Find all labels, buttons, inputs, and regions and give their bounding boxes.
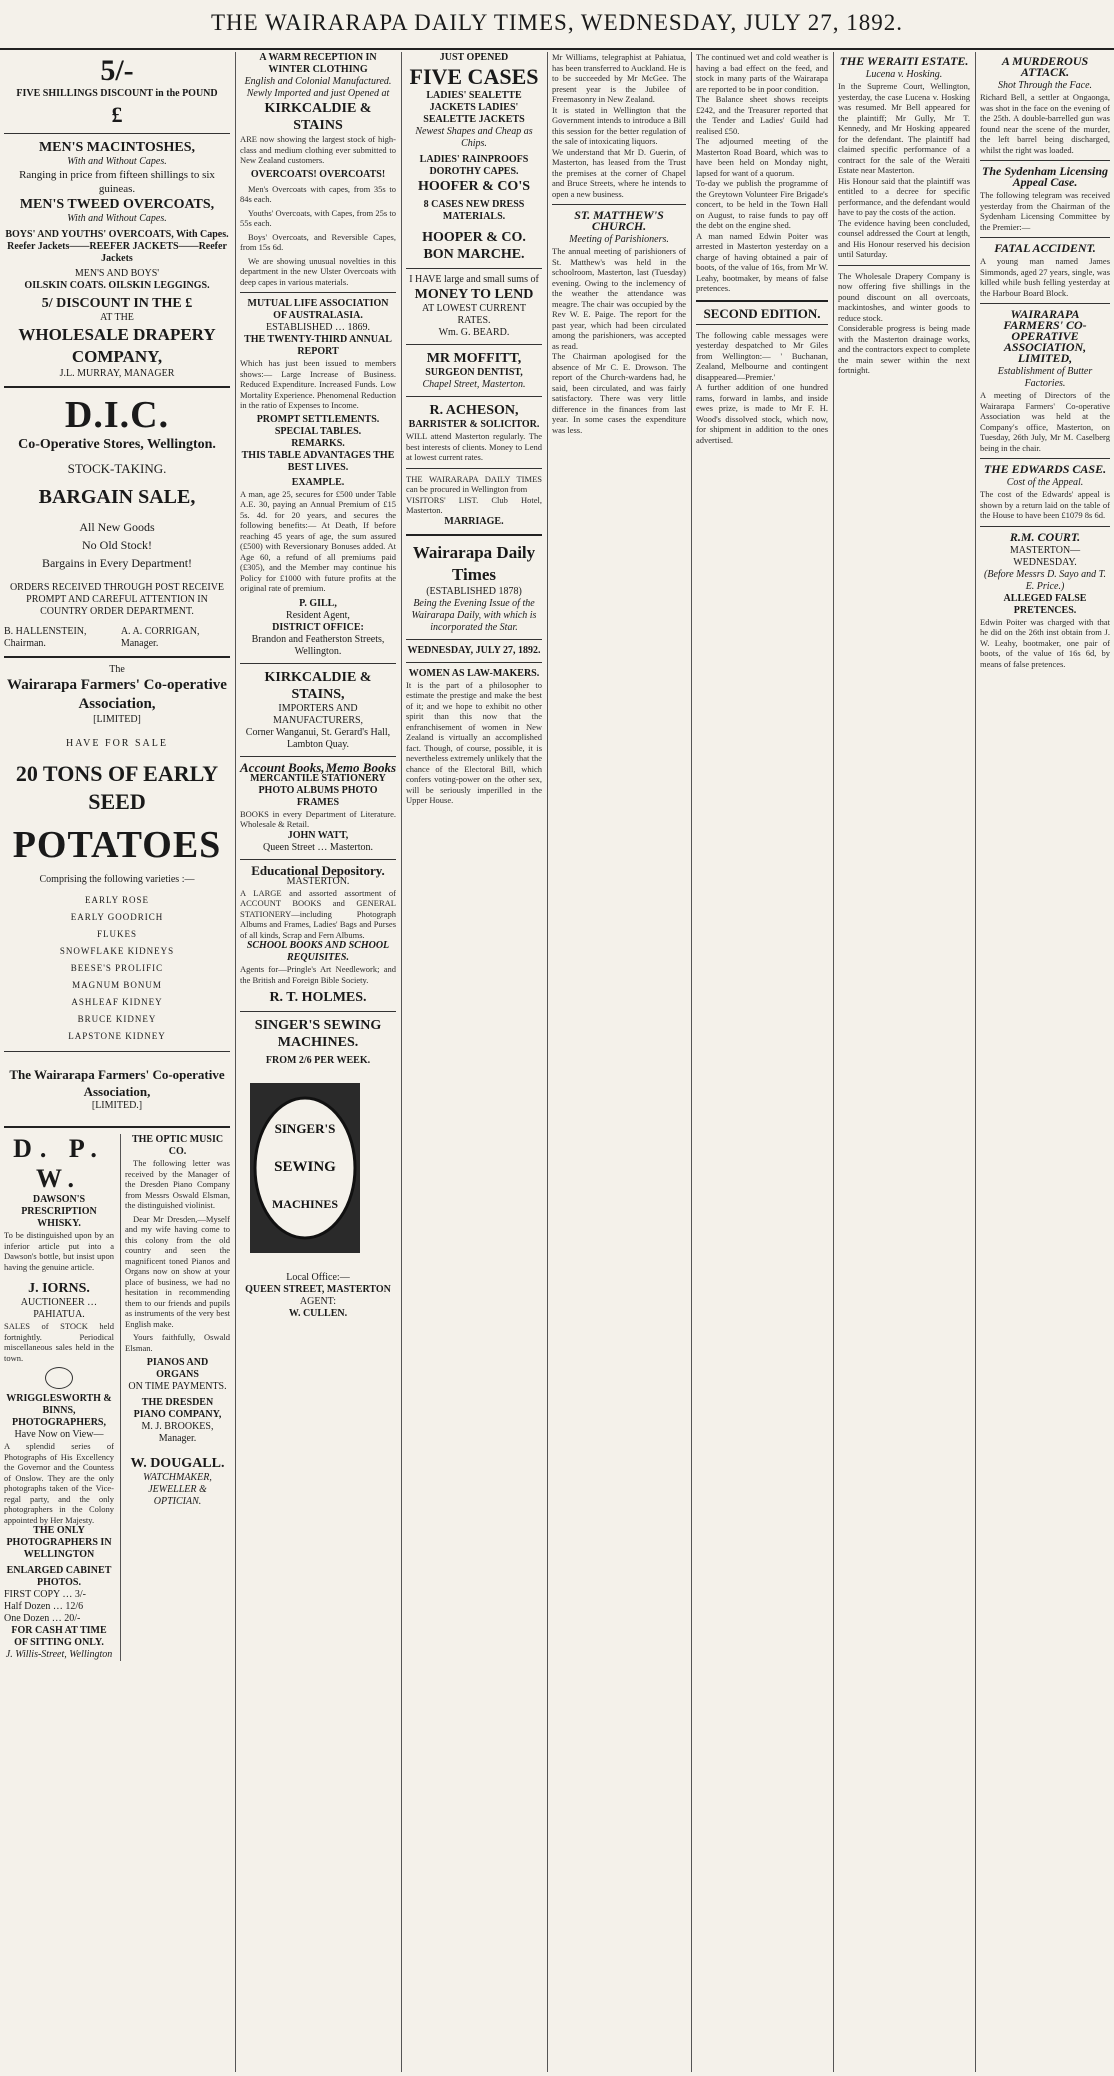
pound-icon: £	[111, 102, 123, 127]
moffitt-name: MR MOFFITT,	[426, 351, 522, 366]
optic-museum-heading: THE OPTIC MUSIC CO.	[131, 1134, 224, 1157]
limited-footer: [LIMITED.]	[91, 1100, 143, 1111]
marriage-heading: MARRIAGE.	[444, 515, 504, 527]
news-paragraph: The Balance sheet shows receipts £242, and the Treasurer reported that the Tender and Ladies' Guild had realised £50.	[696, 94, 828, 136]
fatal-heading: FATAL ACCIDENT.	[994, 241, 1096, 255]
discount-line: FIVE SHILLINGS DISCOUNT in the POUND	[16, 88, 218, 99]
potatoes-heading: POTATOES	[12, 824, 222, 866]
limited-label: [LIMITED]	[93, 714, 141, 725]
cullen-name: W. CULLEN.	[288, 1308, 348, 1319]
example-heading: EXAMPLE.	[291, 476, 345, 488]
singer-price: FROM 2/6 PER WEEK.	[265, 1055, 371, 1066]
hooper-co: HOOPER & CO.	[422, 230, 526, 245]
fatal-body: A young man named James Simmonds, aged 27 years, single, was killed while bush felling yesterday at the Harbour Board Block.	[980, 256, 1110, 298]
column-4	[548, 52, 690, 2072]
singer-badge-bot: MACHINES	[271, 1197, 339, 1211]
mutual-life-heading: MUTUAL LIFE ASSOCIATION OF AUSTRALASIA.	[247, 298, 389, 321]
column-1	[0, 52, 234, 2072]
dpw-heading: D. P. W.	[13, 1134, 105, 1193]
school-books: SCHOOL BOOKS AND SCHOOL REQUISITES.	[246, 940, 390, 963]
overcoats-heading: MEN'S TWEED OVERCOATS,	[19, 197, 215, 212]
manager: A. A. CORRIGAN, Manager.	[120, 626, 200, 649]
mutual-established: ESTABLISHED … 1869.	[266, 322, 370, 333]
educational-body: A LARGE and assorted assortment of ACCOUNT BOOKS and GENERAL STATIONERY—including Photograph Albums and Frames, Ladies' Bags and Purses of all kinds, Scrap and Fern Albums.	[240, 887, 396, 940]
rm-court-case: ALLEGED FALSE PRETENCES.	[1003, 592, 1087, 616]
masthead	[0, 0, 1114, 50]
st-matthew-sub: Meeting of Parishioners.	[569, 234, 669, 245]
variety-item: LAPSTONE KIDNEY	[68, 1031, 166, 1041]
royal-arms-icon	[45, 1367, 73, 1389]
dentist: SURGEON DENTIST,	[425, 367, 523, 378]
singer-heading: SINGER'S SEWING MACHINES.	[254, 1018, 382, 1050]
orders-note: ORDERS RECEIVED THROUGH POST RECEIVE PROMPT AND CAREFUL ATTENTION IN COUNTRY ORDER DEPARTMENT.	[9, 582, 225, 617]
clinic-ad-placeholder: THE OPTIC MUSIC CO. The following letter was received by the Manager of the Dresden Piano Company from Messrs Oswald Elsman, the distinguished violinist. Dear Mr Dresden,—Myself and my wife having come to this colony from the old country and seen the magnificent toned Pianos and Organs now on show at your place of business, we had no hesitation in recommending them to our friends and pupils as instruments of the very best English make. Yours faithfully, Oswald Elsman. PIANOS AND ORGANS ON TIME PAYMENTS. THE DRESDEN PIANO COMPANY, M. J. BROOKES, Manager. W. DOUGALL. WATCHMAKER, JEWELLER & OPTICIAN.	[120, 1134, 230, 1661]
iorns-heading: J. IORNS.	[28, 1281, 90, 1296]
reefer-line: Reefer Jackets——REEFER JACKETS——Reefer Jackets	[7, 241, 227, 264]
news-paragraph: Mr Williams, telegraphist at Pahiatua, has been transferred to Auckland. He is to be succeeded by Mr McGee. The present year is the Jubilee of Freemasonry in New Zealand.	[552, 52, 686, 104]
enlarged-heading: ENLARGED CABINET PHOTOS.	[6, 1565, 112, 1588]
price-first-copy: FIRST COPY … 3/-	[4, 1589, 86, 1600]
remarks-heading: REMARKS.	[291, 437, 345, 449]
rm-court-heading: R.M. COURT.	[1009, 529, 1081, 544]
agent-sub: Resident Agent,	[286, 609, 350, 621]
weraiti-heading: THE WERAITI ESTATE.	[839, 54, 969, 68]
just-opened: JUST OPENED	[439, 52, 509, 63]
wfca-footer: The Wairarapa Farmers' Co-operative Association,	[9, 1067, 225, 1099]
the-label: The	[109, 664, 125, 675]
stocktaking: STOCK-TAKING.	[67, 461, 167, 476]
district-office: DISTRICT OFFICE:	[272, 621, 364, 633]
weraiti-sub: Lucena v. Hosking.	[865, 69, 943, 80]
murder-heading: A MURDEROUS ATTACK.	[1001, 54, 1089, 79]
district-address: Brandon and Featherston Streets, Wellington.	[251, 633, 385, 657]
iorns-sub: AUCTIONEER … PAHIATUA.	[20, 1297, 98, 1320]
oilskin-a: MEN'S AND BOYS'	[74, 268, 160, 279]
variety-item: BEESE'S PROLIFIC	[70, 963, 164, 973]
queen-street-2: QUEEN STREET, MASTERTON	[245, 1284, 391, 1295]
discount-heading: 5/ DISCOUNT IN THE £	[41, 296, 193, 311]
overcoats-sub-heading: OVERCOATS! OVERCOATS!	[250, 168, 386, 180]
news-paragraph: To-day we publish the programme of the Greytown Volunteer Fire Brigade's concert, to be held in the Town Hall on August, to raise funds to pay off the debt on the engine shed.	[696, 178, 828, 230]
singer-badge-mid: SEWING	[274, 1159, 336, 1175]
mutual-report: THE TWENTY-THIRD ANNUAL REPORT	[244, 334, 392, 357]
murder-sub: Shot Through the Face.	[997, 80, 1093, 91]
iorns-body: SALES of STOCK held fortnightly. Periodical miscellaneous sales held in the town.	[4, 1321, 114, 1363]
bon-marche: BON MARCHE.	[423, 247, 525, 262]
st-matthew-heading: ST. MATTHEW'S CHURCH.	[574, 208, 664, 233]
st-matthew-body: The annual meeting of parishioners of St. Matthew's was held in the schoolroom, Masterton, last (Tuesday) evening. Owing to the inclemency of the weather the attendance was meagre. The chair was occupied by the Rev W. E. Paige. The report for the past year, which had been circulated among the parishioners, was accepted as read.	[552, 246, 686, 351]
macintoshes-sub: With and Without Capes.	[67, 156, 167, 167]
variety-item: ASHLEAF KIDNEY	[71, 997, 163, 1007]
mercantile-line: MERCANTILE STATIONERY PHOTO ALBUMS PHOTO FRAMES	[250, 772, 386, 808]
column-7	[976, 52, 1114, 2072]
warm-reception-body: ARE now showing the largest stock of high-class and medium clothing ever submitted to New Zealand customers.	[240, 134, 396, 165]
st-matthew-body-2: The Chairman apologised for the absence of Mr C. E. Drowson. The report of the Church-wardens had, he said, been circulated, and was fairly satisfactory. There was very little difference in the finances from last year. In some cases the expenditure was less.	[552, 351, 686, 435]
rm-court-body: Edwin Poiter was charged with that he did on the 26th inst obtain from J. W. Leahy, bootmaker, one pair of boots, of the value of 16s 6d, by means of false pretences.	[980, 616, 1110, 669]
wfca-heading: Wairarapa Farmers' Co-operative Association,	[7, 677, 227, 712]
news-paragraph: The Wholesale Drapery Company is now offering five shillings in the pound discount on all overcoats, mackintoshes, and winter goods to reduce stock.	[838, 270, 970, 323]
agents-line: Agents for—Pringle's Art Needlework; and the British and Foreign Bible Society.	[240, 964, 396, 985]
dic-heading: D.I.C.	[64, 394, 170, 436]
table-advantages: THIS TABLE ADVANTAGES THE BEST LIVES.	[241, 449, 395, 473]
variety-item: EARLY GOODRICH	[70, 912, 164, 922]
news-paragraph: A man named Edwin Poiter was arrested in Masterton yesterday on a charge of having obtained a pair of boots, of the value of 16s, from Mr W. Leahy, bootmaker, by means of false pretences.	[696, 230, 828, 293]
kirkcaldie-heading: KIRKCALDIE & STAINS	[264, 101, 372, 133]
column-2: A WARM RECEPTION IN WINTER CLOTHING English and Colonial Manufactured. Newly Imported and just Opened at KIRKCALDIE & STAINS ARE now showing the largest stock of high-class and medium clothing ever submitted to New Zealand customers. OVERCOATS! OVERCOATS! Men's Overcoats with capes, from 35s to 84s each. Youths' Overcoats, with Capes, from 25s to 55s each. Boys' Overcoats, and Reversible Capes, from 15s 6d. We are showing unusual novelties in this department in the new Ulster Overcoats with deep capes in various materials. MUTUAL LIFE ASSOCIATION OF AUSTRALASIA. ESTABLISHED … 1869. THE TWENTY-THIRD ANNUAL REPORT Which has just been issued to members shows:— Large Increase of Business. Reduced Expenditure. Increased Funds. Low Mortality Experience. Phenomenal Reduction in the ratio of Expenses to Income. PROMPT SETTLEMENTS. SPECIAL TABLES. REMARKS. THIS TABLE ADVANTAGES THE BEST LIVES. EXAMPLE. A man, age 25, secures for £500 under Table A.E. 30, paying an Annual Premium of £15 5s. 4d. for 20 years, and secures the following benefits:— At Death, If before reaching 45 years of age, the sum assured (£500) with Reversionary Bonuses added. At Age 60, a refund of all premiums paid (£305), and the Member may continue his Policy for £1000 with future profits at the original rate of premium. P. GILL, Resident Agent, DISTRICT OFFICE: Brandon and Featherston Streets, Wellington. KIRKCALDIE & STAINS, IMPORTERS AND MANUFACTURERS, Corner Wanganui, St. Gerard's Hall, Lambton Quay. Account Books, Memo Books MERCANTILE STATIONERY PHOTO ALBUMS PHOTO FRAMES BOOKS in every Department of Literature. Wholesale & Retail. JOHN WATT, Queen Street … Masterton. Educational Depository. MASTERTON. A LARGE and assorted assortment of ACCOUNT BOOKS and GENERAL STATIONERY—including Photograph Albums and Frames, Ladies' Bags and Purses of all kinds, Scrap and Fern Albums. SCHOOL BOOKS AND SCHOOL REQUISITES. Agents for—Pringle's Art Needlework; and the British and Foreign Bible Society. R. T. HOLMES. SINGER'S SEWING MACHINES. FROM 2/6 PER WEEK. SINGER'S SEWING MACHINES Local Office:— QUEEN STREET, MASTERTON AGENT: W. CULLEN.	[240, 52, 396, 1319]
wfca-news-heading: WAIRARAPA FARMERS' CO-OPERATIVE ASSOCIATION, LIMITED,	[1003, 307, 1087, 365]
edwards-heading: THE EDWARDS CASE.	[983, 462, 1107, 476]
cash-note: FOR CASH AT TIME OF SITTING ONLY.	[11, 1625, 107, 1648]
masthead-title: THE WAIRARAPA DAILY TIMES, WEDNESDAY, JULY 27, 1892.	[210, 10, 904, 35]
variety-item: SNOWFLAKE KIDNEYS	[59, 946, 175, 956]
sydenham-body: The following telegram was received yesterday from the Chairman of the Sydenham Licensing Committee by the Premier:—	[980, 190, 1110, 232]
chapel-street: Chapel Street, Masterton.	[422, 379, 526, 390]
wholesale-heading: WHOLESALE DRAPERY COMPANY,	[18, 325, 216, 366]
lender-name: Wm. G. BEARD.	[438, 327, 510, 338]
hooper-brand: HOOFER & CO'S	[417, 179, 530, 194]
butter-body: A meeting of Directors of the Wairarapa Farmers' Co-operative Association was held at the Company's office, Masterton, on Tuesday, 26th July, Mr M. Caselberg being in the chair.	[980, 390, 1110, 453]
overcoats-sub: With and Without Capes.	[67, 213, 167, 224]
sydenham-heading: The Sydenham Licensing Appeal Case.	[981, 164, 1108, 189]
price-one-dozen: One Dozen … 20/-	[4, 1613, 81, 1624]
agent-name: P. GILL,	[299, 597, 337, 609]
educational-heading: Educational Depository.	[251, 862, 385, 878]
weraiti-body-3: The evidence having been concluded, counsel addressed the Court at length, and His Honour reserved his decision until Saturday.	[838, 217, 970, 259]
john-watt: JOHN WATT,	[287, 829, 349, 841]
paper-motto: Being the Evening Issue of the Wairarapa Daily, with which is incorporated the Star.	[411, 597, 537, 633]
educational-location: MASTERTON.	[286, 875, 350, 887]
kirkcaldie-sub: IMPORTERS AND MANUFACTURERS,	[272, 702, 364, 726]
have-for-sale: HAVE FOR SALE	[66, 738, 168, 749]
kirkcaldie-heading-2: KIRKCALDIE & STAINS,	[264, 669, 372, 702]
news-paragraph: Considerable progress is being made with the Masterton drainage works, and the contractors expect to complete the main sewer within the next fortnight.	[838, 323, 970, 375]
wholesale-manager: J.L. MURRAY, MANAGER	[59, 368, 175, 379]
kirkcaldie-address: Corner Wanganui, St. Gerard's Hall, Lambton Quay.	[245, 726, 391, 750]
account-books: Account Books,	[240, 759, 325, 775]
wrigglesworth-address: J. Willis-Street, Wellington	[5, 1649, 113, 1660]
lowest-rates: AT LOWEST CURRENT RATES.	[421, 303, 527, 326]
paper-established: (ESTABLISHED 1878)	[426, 585, 522, 597]
paper-title: Wairarapa Daily Times	[412, 542, 536, 584]
account-body: BOOKS in every Department of Literature. Wholesale & Retail.	[240, 808, 396, 829]
old-stock: No Old Stock!	[82, 538, 152, 552]
rm-court-before: (Before Messrs D. Sayo and T. E. Price.)	[984, 568, 1106, 592]
weraiti-body: In the Supreme Court, Wellington, yesterday, the case Lucena v. Hosking was resumed. Mr Bell appeared for the plaintiff; Mr Gully, Mr T. Kennedy, and Mr Hosking appeared for the defendant. The plaintiff had claimed specific performance of a contract for the sale of the Weraiti Estate near Masterton.	[838, 81, 970, 175]
memo-books: Memo Books	[325, 759, 396, 775]
wrigglesworth-heading: WRIGGLESWORTH & BINNS, PHOTOGRAPHERS,	[6, 1393, 112, 1428]
agent-label: AGENT:	[299, 1296, 337, 1307]
chairman: B. HALLENSTEIN, Chairman.	[4, 626, 87, 649]
five-cases: FIVE CASES	[409, 64, 539, 89]
sealette-jackets: LADIES' SEALETTE JACKETS LADIES' SEALETTE JACKETS	[423, 90, 525, 125]
mutual-body: Which has just been issued to members shows:— Large Increase of Business. Reduced Expenditure. Increased Funds. Low Mortality Experience. Phenomenal Reduction in the ratio of Expenses to Income.	[240, 358, 396, 410]
prompt-settlements: PROMPT SETTLEMENTS.	[256, 413, 380, 425]
murder-body: Richard Bell, a settler at Ongaonga, was shot in the face on the evening of the 25th. A double-barrelled gun was found near the scene of the murder, the left barrel being discharged, whilst the right was loaded.	[980, 92, 1110, 155]
price-half-dozen: Half Dozen … 12/6	[4, 1601, 84, 1612]
new-dress-materials: 8 CASES NEW DRESS MATERIALS.	[423, 199, 525, 222]
wrigglesworth-sub: Have Now on View—	[14, 1429, 104, 1440]
new-goods: All New Goods	[79, 520, 155, 534]
rm-court-date: MASTERTON—WEDNESDAY.	[1009, 544, 1081, 568]
holmes-name: R. T. HOLMES.	[269, 990, 367, 1005]
dorothy-capes: DOROTHY CAPES.	[429, 166, 519, 177]
macintoshes-heading: MEN'S MACINTOSHES,	[38, 140, 196, 155]
variety-item: EARLY ROSE	[84, 895, 150, 905]
edwards-body: The cost of the Edwards' appeal is shown by a return laid on the table of the House to have been £1079 8s 6d.	[980, 489, 1110, 520]
warm-reception-sub: English and Colonial Manufactured. Newly Imported and just Opened at	[244, 76, 392, 99]
edwards-sub: Cost of the Appeal.	[1006, 477, 1084, 488]
have-money: I HAVE large and small sums of	[409, 274, 539, 285]
variety-item: MAGNUM BONUM	[72, 980, 162, 990]
bargain-sale: BARGAIN SALE,	[38, 486, 196, 508]
news-paragraph: The adjourned meeting of the Masterton Road Board, which was to have been held on Monday night, lapsed for want of a quorum.	[696, 136, 828, 178]
oilskin-b: OILSKIN COATS. OILSKIN LEGGINGS.	[24, 280, 210, 291]
rainproofs: LADIES' RAINPROOFS	[419, 154, 529, 165]
women-body: It is the part of a philosopher to estimate the prestige and make the best of it; and we hope to exhibit no other spirit than this now that the enfranchisement of women in New Zealand is virtually an accomplished fact. Though, of course, possible, it is nevertheless extremely unlikely that the chance of the Electoral Bill, which confers voting-power on the other sex, will be seriously imperilled in the Upper House.	[406, 679, 542, 805]
weraiti-body-2: His Honour said that the plaintiff was entitled to a decree for specific performance, and the defendant would have to pay the costs of the action.	[838, 175, 970, 217]
wrigglesworth-body: A splendid series of Photographs of His Excellency the Governor and the Countess of Onslow. They are the only photographs taken of the Vice-regal party, and the only photographers in the Colony appointed by Her Majesty.	[4, 1441, 114, 1525]
second-edition-body-2: A further addition of one hundred rams, forward in lambs, and inside ewes prize, is made to Mr F. H. Wood's dissolved stock, which now, for shipment in addition to the ones advertised.	[696, 382, 828, 445]
tons-heading: 20 TONS OF EARLY SEED	[15, 761, 219, 814]
second-edition-heading: SECOND EDITION.	[703, 305, 821, 321]
women-heading: WOMEN AS LAW-MAKERS.	[408, 667, 540, 679]
singer-badge-top: SINGER'S	[274, 1121, 336, 1136]
dpw-sub: DAWSON'S PRESCRIPTION WHISKY.	[21, 1194, 97, 1229]
newest-shapes: Newest Shapes and Cheap as Chips.	[415, 126, 533, 149]
wrigglesworth-only: THE ONLY PHOTOGRAPHERS IN WELLINGTON	[6, 1525, 112, 1560]
butter-sub: Establishment of Butter Factories.	[997, 366, 1093, 389]
varieties-list	[4, 892, 230, 1045]
at-the: AT THE	[100, 312, 134, 323]
sewing-machine-illustration	[240, 1073, 370, 1263]
local-office: Local Office:—	[286, 1272, 350, 1283]
boys-overcoats: BOYS' AND YOUTHS' OVERCOATS, With Capes.	[5, 229, 229, 240]
special-tables: SPECIAL TABLES.	[274, 425, 362, 437]
acheson-name: R. ACHESON,	[429, 403, 519, 418]
news-paragraph: It is stated in Wellington that the Government intends to introduce a Bill this session for the better regulation of the sale of intoxicating liquors.	[552, 104, 686, 146]
example-body: A man, age 25, secures for £500 under Table A.E. 30, paying an Annual Premium of £15 5s. 4d. for 20 years, and secures the following benefits:— At Death, If before reaching 45 years of age, the sum assured (£500) with Reversionary Bonuses added. At Age 60, a refund of all premiums paid (£305), and the Member may continue his Policy for £1000 with future profits at the original rate of premium.	[240, 488, 396, 593]
barrister: BARRISTER & SOLICITOR.	[408, 419, 540, 430]
money-to-lend: MONEY TO LEND	[414, 287, 534, 302]
variety-item: FLUKES	[96, 929, 137, 939]
column-5	[692, 52, 832, 2072]
macintoshes-range: Ranging in price from fifteen shillings to six guineas.	[19, 169, 215, 195]
varieties-intro: Comprising the following varieties :—	[39, 874, 195, 885]
news-paragraph: We understand that Mr D. Guerin, of Masterton, has leased from the Trust the premises at the corner of Chapel and Bruce Streets, where he intends to open a new business.	[552, 146, 686, 199]
column-6	[834, 52, 974, 2072]
second-edition-body: The following cable messages were yesterday despatched to Mr Giles from Wellington:— ' Buchanan, Zealand, Melbourne and contingent disappeared—Premier.'	[696, 329, 828, 382]
paper-date: WEDNESDAY, JULY 27, 1892.	[407, 644, 541, 656]
daily-note: THE WAIRARAPA DAILY TIMES can be procured in Wellington from	[406, 473, 542, 494]
warm-reception-heading: A WARM RECEPTION IN WINTER CLOTHING	[259, 52, 377, 75]
visitors-list: VISITORS' LIST. Club Hotel, Masterton.	[406, 494, 542, 515]
news-paragraph: The continued wet and cold weather is having a bad effect on the feed, and stock in many parts of the Wairarapa are reported to be in poor condition.	[696, 52, 828, 94]
queen-street: Queen Street … Masterton.	[263, 841, 373, 853]
price-heading: 5/-	[100, 54, 134, 87]
variety-item: BRUCE KIDNEY	[77, 1014, 157, 1024]
column-3	[402, 52, 546, 2072]
dic-sub: Co-Operative Stores, Wellington.	[18, 437, 216, 452]
acheson-body: WILL attend Masterton regularly. The best interests of clients. Money to Lend at lowest current rates.	[406, 431, 542, 462]
dpw-body: To be distinguished upon by an inferior article put into a Dawson's bottle, but insist upon having the genuine article.	[4, 1230, 114, 1272]
bargains-line: Bargains in Every Department!	[41, 556, 193, 570]
